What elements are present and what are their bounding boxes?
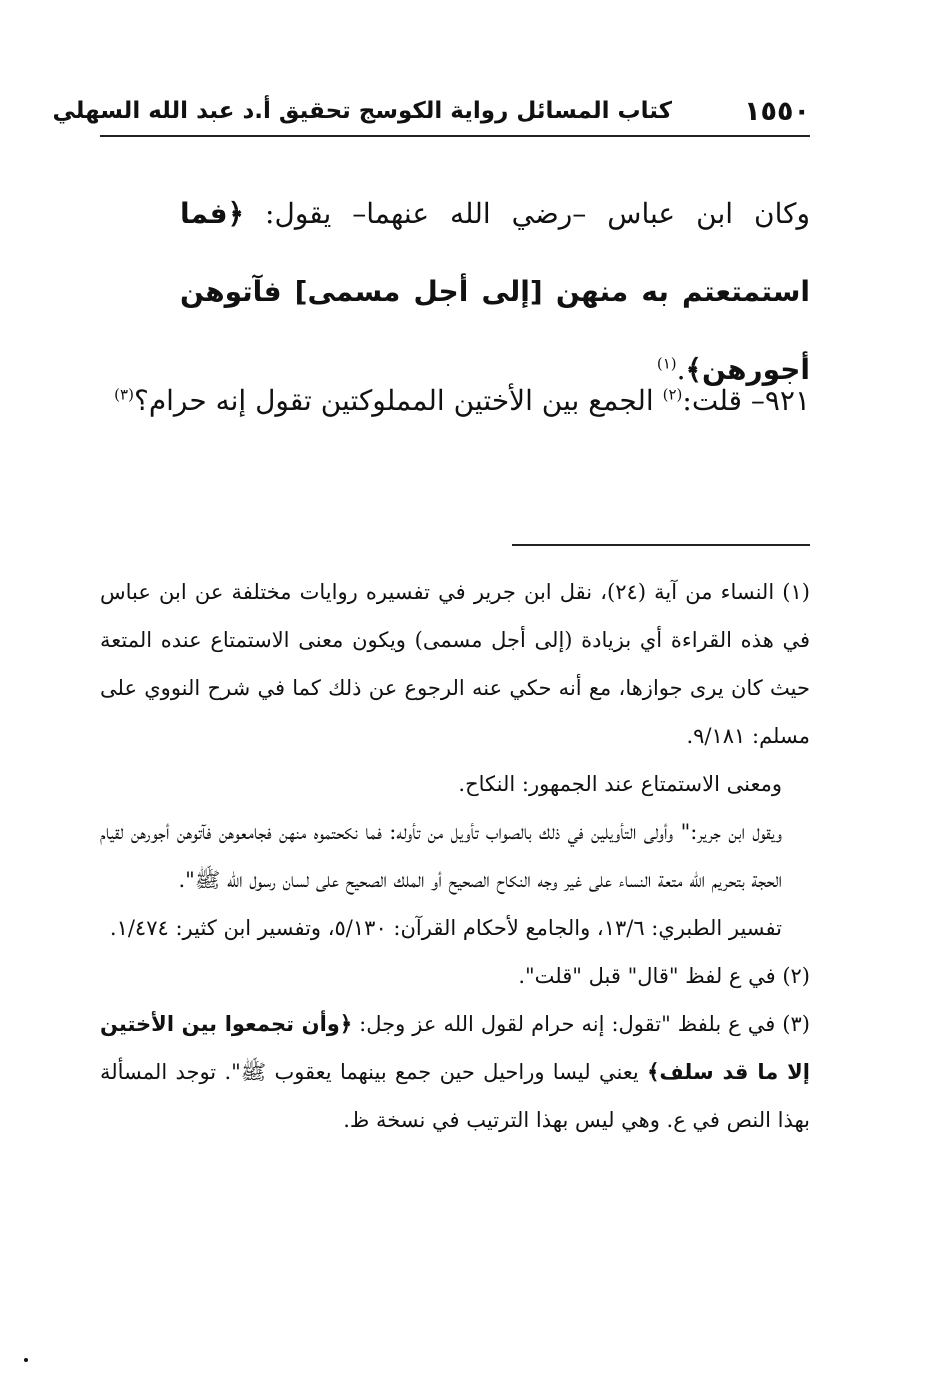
footnote-3-text: (٣) في ع بلفظ "تقول: إنه حرام لقول الله عز وجل: [352, 1012, 810, 1036]
footnote-rule [512, 544, 810, 546]
footnote-ref: (١) [656, 354, 677, 373]
question-text: الجمع بين الأختين المملوكتين تقول إنه حرام؟ [133, 384, 663, 417]
stray-dot [24, 1358, 28, 1362]
footnote-1-text: (١) النساء من آية (٢٤)، نقل ابن جرير في تفسيره روايات مختلفة عن ابن عباس في هذه القراءة أي بزيادة (إلى أجل مسمى) ويكون معنى الاستمتاع عنده المتعة حيث كان يرى جوازها، مع أنه حكي عنه الرجوع عن ذلك كما في شرح النووي على مسلم: ٩/١٨١. [100, 580, 810, 748]
footnote-ref: (٣) [114, 385, 134, 404]
paragraph-text: وكان ابن عباس –رضي الله عنهما– يقول: [244, 197, 810, 230]
footnote-ref: (٢) [662, 385, 683, 404]
header-rule [100, 135, 810, 137]
footnote-2 [100, 952, 810, 1000]
footnote-1-text: ومعنى الاستمتاع عند الجمهور: النكاح. [458, 772, 782, 796]
footnote-3-text: يعني ليسا وراحيل حين جمع بينهما يعقوب ﷺ". توجد المسألة بهذا النص في ع. وهي ليس بهذا الترتيب في نسخة ظ. [100, 1060, 810, 1132]
footnotes [100, 568, 810, 1144]
quran-quote: ﴿وأن تجمعوا بين الأختين إلا ما قد سلف﴾ [100, 1012, 810, 1084]
page-header [52, 92, 810, 132]
page-number: ١٥٥٠ [744, 96, 810, 127]
body-paragraph-2 [100, 362, 810, 440]
footnote-2-text: (٢) في ع لفظ "قال" قبل "قلت". [518, 964, 810, 988]
running-title: كتاب المسائل رواية الكوسج تحقيق أ.د عبد الله السهلي [52, 98, 672, 124]
footnote-1-text: ويقول ابن جرير:" وأولى التأويلين في ذلك بالصواب تأويل من تأوله: فما نكحتموه منهن فجامعوهن فآتوهن أجورهن لقيام الحجة بتحريم الله متعة النساء على غير وجه النكاح الصحيح أو الملك الصحيح على لسان رسول الله ﷺ". [100, 820, 782, 892]
question-number: ٩٢١– قلت: [682, 384, 810, 417]
footnote-3 [100, 1000, 810, 1144]
footnote-1 [100, 568, 810, 952]
footnote-1-text: تفسير الطبري: ١٣/٦، والجامع لأحكام القرآن: ٥/١٣٠، وتفسير ابن كثير: ١/٤٧٤. [109, 916, 782, 940]
paragraph-text: . [676, 353, 686, 386]
quran-quote: ﴿فما استمتعتم به منهن [إلى أجل مسمى] فآتوهن أجورهن﴾ [180, 197, 810, 386]
